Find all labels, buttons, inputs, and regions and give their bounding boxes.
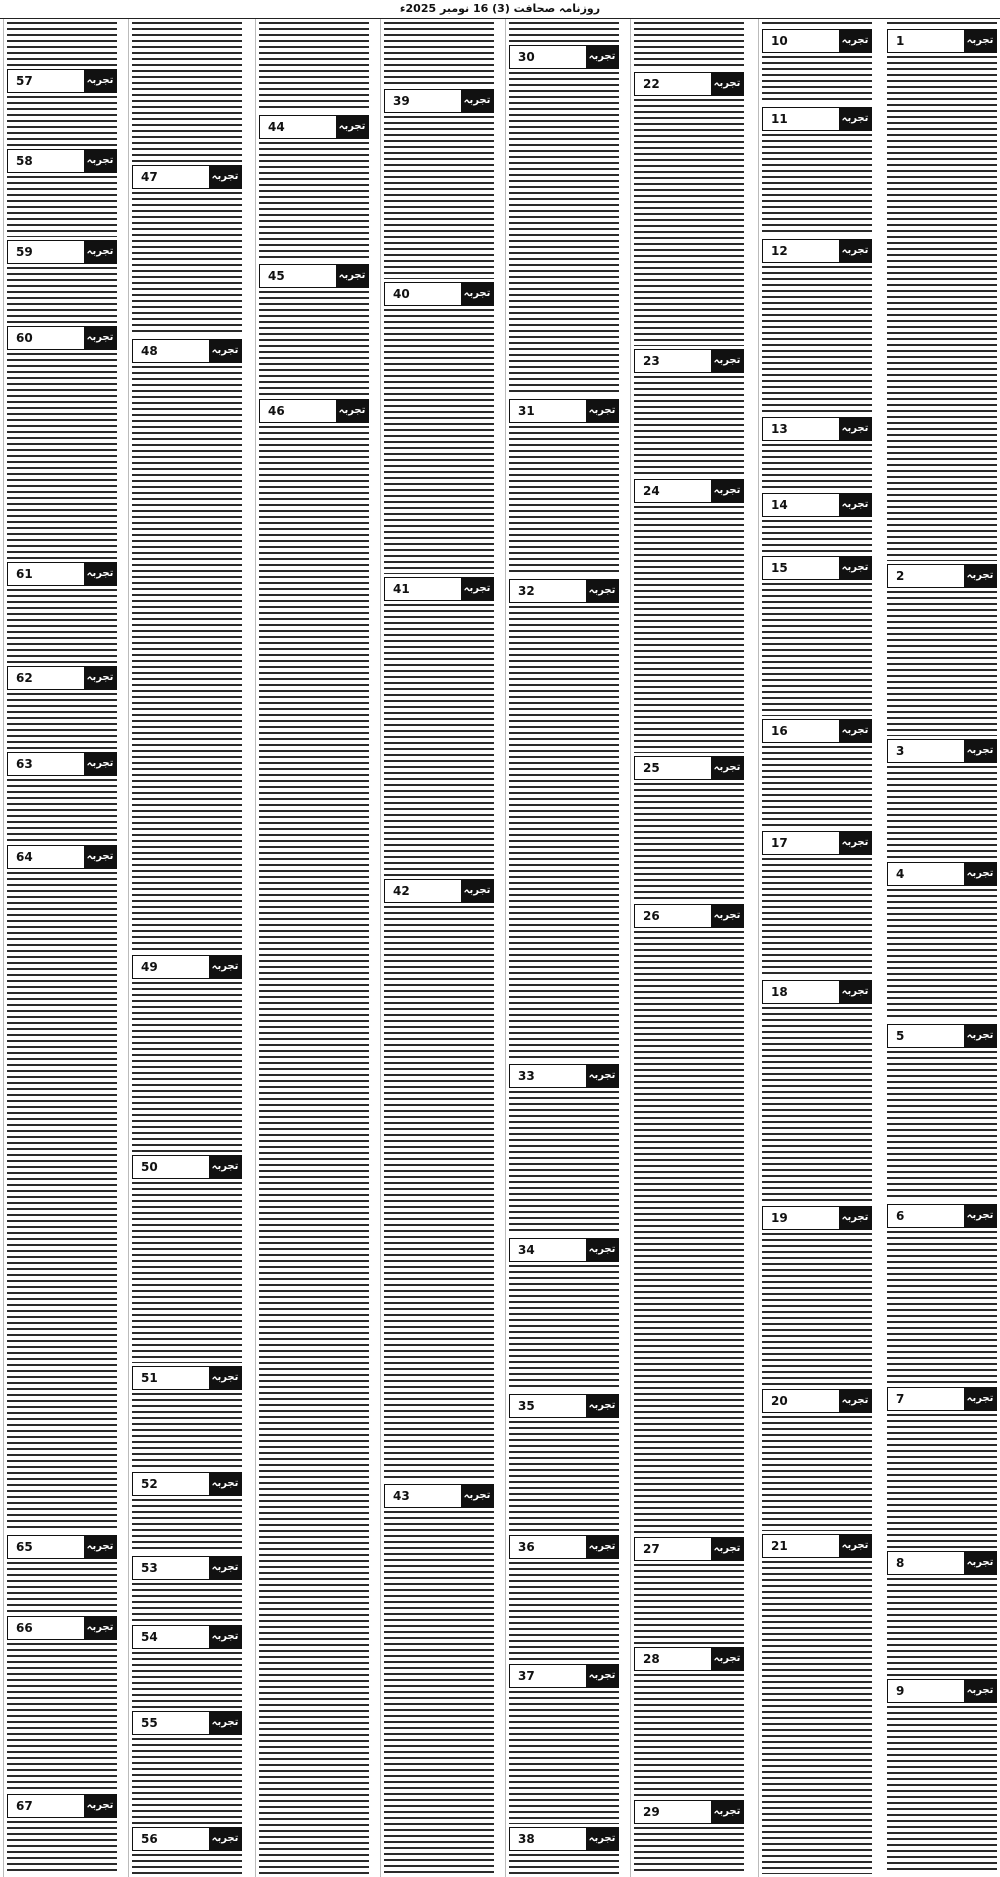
entry-tag-label: تجربہ [586, 1395, 618, 1417]
article-text [509, 1421, 619, 1532]
entry-number: 59 [16, 245, 33, 259]
entry-tag-label: تجربہ [84, 241, 116, 263]
article-text [762, 583, 872, 716]
article-text [762, 858, 872, 977]
entry-number-box [132, 955, 242, 979]
entry-tag-label: تجربہ [711, 73, 743, 95]
entry-tag-label: تجربہ [586, 1665, 618, 1687]
entry-number-box [887, 1024, 997, 1048]
entry-number-box [7, 326, 117, 350]
entry-number: 7 [896, 1392, 905, 1406]
entry-tag-label: تجربہ [711, 350, 743, 372]
entry-number: 26 [643, 909, 660, 923]
article-text [7, 589, 117, 663]
entry-number: 30 [518, 50, 535, 64]
entry-number: 14 [771, 498, 788, 512]
article-text [762, 1007, 872, 1203]
entry-number-box [634, 1647, 744, 1671]
entry-tag-label: تجربہ [586, 46, 618, 68]
entry-number-box [887, 564, 997, 588]
entry-number-box [384, 89, 494, 113]
article-text [762, 134, 872, 236]
entry-number-box [132, 1556, 242, 1580]
entry-tag-label: تجربہ [461, 283, 493, 305]
entry-number-box [7, 149, 117, 173]
entry-number-box [7, 1794, 117, 1818]
article-text [634, 1674, 744, 1797]
entry-number-box [259, 399, 369, 423]
article-text [132, 982, 242, 1152]
entry-tag-label: تجربہ [209, 1828, 241, 1850]
entry-number-box [7, 1616, 117, 1640]
entry-tag-label: تجربہ [209, 166, 241, 188]
article-text [887, 591, 997, 736]
article-text [634, 1827, 744, 1874]
article-text [762, 22, 872, 26]
entry-number-box [634, 479, 744, 503]
entry-number-box [132, 165, 242, 189]
entry-number: 1 [896, 34, 905, 48]
article-text [634, 376, 744, 476]
entry-tag-label: تجربہ [964, 1388, 996, 1410]
entry-number: 23 [643, 354, 660, 368]
article-text [762, 1561, 872, 1874]
article-text [132, 1583, 242, 1622]
entry-tag-label: تجربہ [839, 1207, 871, 1229]
entry-tag-label: تجربہ [711, 480, 743, 502]
article-text [7, 22, 117, 66]
entry-number: 45 [268, 269, 285, 283]
entry-number: 60 [16, 331, 33, 345]
article-text [887, 1051, 997, 1201]
entry-tag-label: تجربہ [964, 1552, 996, 1574]
entry-number-box [762, 417, 872, 441]
entry-number: 33 [518, 1069, 535, 1083]
entry-number-box [132, 1827, 242, 1851]
entry-number-box [762, 1206, 872, 1230]
page-header [0, 0, 1000, 19]
entry-tag-label: تجربہ [461, 1485, 493, 1507]
entry-tag-label: تجربہ [964, 1680, 996, 1702]
entry-number: 24 [643, 484, 660, 498]
entry-number: 50 [141, 1160, 158, 1174]
article-text [259, 291, 369, 396]
article-text [132, 1499, 242, 1553]
article-text [509, 72, 619, 396]
article-text [634, 99, 744, 346]
entry-number-box [634, 72, 744, 96]
column-8 [3, 19, 120, 1877]
entry-tag-label: تجربہ [964, 1025, 996, 1047]
entry-tag-label: تجربہ [711, 1801, 743, 1823]
entry-number: 13 [771, 422, 788, 436]
article-text [634, 931, 744, 1534]
entry-number: 40 [393, 287, 410, 301]
entry-number-box [384, 1484, 494, 1508]
entry-number-box [132, 339, 242, 363]
article-text [384, 22, 494, 86]
entry-number: 5 [896, 1029, 905, 1043]
entry-tag-label: تجربہ [84, 563, 116, 585]
entry-tag-label: تجربہ [84, 753, 116, 775]
entry-number-box [887, 29, 997, 53]
entry-number: 51 [141, 1371, 158, 1385]
entry-number: 61 [16, 567, 33, 581]
entry-number-box [509, 1535, 619, 1559]
entry-tag-label: تجربہ [84, 150, 116, 172]
entry-tag-label: تجربہ [336, 265, 368, 287]
column-3 [630, 19, 747, 1877]
entry-number-box [132, 1472, 242, 1496]
article-text [7, 1821, 117, 1874]
entry-tag-label: تجربہ [84, 1536, 116, 1558]
article-text [7, 96, 117, 146]
entry-number-box [7, 666, 117, 690]
entry-number-box [384, 282, 494, 306]
entry-tag-label: تجربہ [711, 1538, 743, 1560]
article-text [132, 1652, 242, 1708]
entry-number-box [509, 1664, 619, 1688]
entry-number: 42 [393, 884, 410, 898]
article-text [634, 22, 744, 69]
entry-tag-label: تجربہ [461, 578, 493, 600]
masthead-title: روزنامہ صحافت (3) 16 نومبر 2025ء [399, 2, 601, 15]
entry-tag-label: تجربہ [461, 90, 493, 112]
entry-tag-label: تجربہ [586, 580, 618, 602]
entry-number: 43 [393, 1489, 410, 1503]
entry-tag-label: تجربہ [839, 30, 871, 52]
article-text [384, 309, 494, 574]
entry-number: 36 [518, 1540, 535, 1554]
entry-tag-label: تجربہ [461, 880, 493, 902]
entry-tag-label: تجربہ [209, 1367, 241, 1389]
column-5 [380, 19, 497, 1877]
entry-tag-label: تجربہ [209, 1712, 241, 1734]
entry-tag-label: تجربہ [336, 400, 368, 422]
entry-number-box [887, 1551, 997, 1575]
column-6 [255, 19, 372, 1877]
entry-number: 66 [16, 1621, 33, 1635]
column-7 [128, 19, 245, 1877]
entry-number-box [259, 115, 369, 139]
entry-tag-label: تجربہ [209, 956, 241, 978]
entry-number: 49 [141, 960, 158, 974]
article-text [887, 1414, 997, 1548]
article-text [132, 1393, 242, 1469]
entry-number-box [762, 1534, 872, 1558]
article-text [7, 267, 117, 323]
entry-tag-label: تجربہ [209, 1473, 241, 1495]
entry-tag-label: تجربہ [839, 981, 871, 1003]
entry-number: 27 [643, 1542, 660, 1556]
entry-number: 53 [141, 1561, 158, 1575]
entry-tag-label: تجربہ [964, 30, 996, 52]
entry-number-box [509, 1238, 619, 1262]
article-text [509, 1562, 619, 1661]
article-text [132, 1854, 242, 1874]
article-text [7, 1643, 117, 1791]
entry-number: 10 [771, 34, 788, 48]
article-text [259, 142, 369, 261]
entry-tag-label: تجربہ [586, 1828, 618, 1850]
entry-number: 46 [268, 404, 285, 418]
entry-number: 20 [771, 1394, 788, 1408]
entry-number: 47 [141, 170, 158, 184]
entry-number: 38 [518, 1832, 535, 1846]
entry-number-box [384, 879, 494, 903]
entry-tag-label: تجربہ [209, 340, 241, 362]
article-text [384, 1511, 494, 1874]
article-text [509, 22, 619, 42]
entry-tag-label: تجربہ [209, 1557, 241, 1579]
entry-number-box [509, 1394, 619, 1418]
entry-tag-label: تجربہ [964, 863, 996, 885]
article-text [384, 604, 494, 876]
entry-number: 39 [393, 94, 410, 108]
column-2 [758, 19, 875, 1877]
article-text [7, 1562, 117, 1613]
entry-tag-label: تجربہ [586, 1536, 618, 1558]
entry-tag-label: تجربہ [586, 1239, 618, 1261]
entry-tag-label: تجربہ [84, 846, 116, 868]
entry-tag-label: تجربہ [711, 905, 743, 927]
entry-number-box [762, 493, 872, 517]
article-text [7, 353, 117, 559]
entry-number-box [132, 1366, 242, 1390]
article-text [887, 22, 997, 26]
article-text [509, 426, 619, 576]
entry-number-box [7, 562, 117, 586]
entry-number-box [762, 1389, 872, 1413]
entry-tag-label: تجربہ [964, 740, 996, 762]
entry-number: 32 [518, 584, 535, 598]
entry-number-box [259, 264, 369, 288]
entry-number: 37 [518, 1669, 535, 1683]
entry-tag-label: تجربہ [964, 565, 996, 587]
article-text [7, 779, 117, 842]
entry-number-box [132, 1155, 242, 1179]
entry-tag-label: تجربہ [839, 240, 871, 262]
article-text [509, 606, 619, 1061]
article-text [762, 520, 872, 553]
entry-number-box [7, 69, 117, 93]
entry-number: 28 [643, 1652, 660, 1666]
entry-tag-label: تجربہ [586, 1065, 618, 1087]
entry-number: 18 [771, 985, 788, 999]
entry-number: 35 [518, 1399, 535, 1413]
entry-tag-label: تجربہ [586, 400, 618, 422]
entry-number: 44 [268, 120, 285, 134]
article-text [762, 746, 872, 828]
entry-number-box [634, 1537, 744, 1561]
entry-number-box [887, 1387, 997, 1411]
entry-tag-label: تجربہ [711, 1648, 743, 1670]
entry-number: 19 [771, 1211, 788, 1225]
article-text [7, 693, 117, 749]
entry-number-box [384, 577, 494, 601]
entry-tag-label: تجربہ [839, 832, 871, 854]
entry-tag-label: تجربہ [839, 557, 871, 579]
article-text [887, 1578, 997, 1676]
entry-number: 6 [896, 1209, 905, 1223]
entry-number: 17 [771, 836, 788, 850]
entry-number: 34 [518, 1243, 535, 1257]
entry-number: 62 [16, 671, 33, 685]
article-text [634, 506, 744, 753]
article-text [762, 1233, 872, 1386]
entry-number: 9 [896, 1684, 905, 1698]
entry-number: 41 [393, 582, 410, 596]
column-1 [884, 19, 1000, 1877]
entry-number-box [762, 556, 872, 580]
article-text [887, 1706, 997, 1874]
article-text [509, 1854, 619, 1874]
entry-number: 3 [896, 744, 905, 758]
entry-number-box [762, 719, 872, 743]
entry-number: 12 [771, 244, 788, 258]
entry-tag-label: تجربہ [839, 494, 871, 516]
entry-number-box [762, 29, 872, 53]
article-text [762, 266, 872, 414]
article-text [132, 192, 242, 336]
entry-number-box [7, 845, 117, 869]
article-text [509, 1091, 619, 1235]
article-text [887, 766, 997, 859]
entry-tag-label: تجربہ [209, 1626, 241, 1648]
entry-number: 8 [896, 1556, 905, 1570]
article-text [7, 176, 117, 237]
entry-tag-label: تجربہ [839, 418, 871, 440]
article-text [7, 872, 117, 1532]
entry-number: 21 [771, 1539, 788, 1553]
article-text [634, 783, 744, 901]
article-text [132, 22, 242, 162]
article-text [132, 1738, 242, 1824]
entry-tag-label: تجربہ [839, 720, 871, 742]
article-text [762, 56, 872, 104]
entry-number-box [509, 579, 619, 603]
entry-number: 63 [16, 757, 33, 771]
article-text [762, 1416, 872, 1531]
entry-tag-label: تجربہ [839, 108, 871, 130]
entry-number-box [887, 739, 997, 763]
entry-number-box [509, 399, 619, 423]
entry-number-box [887, 862, 997, 886]
entry-number: 55 [141, 1716, 158, 1730]
entry-number-box [634, 349, 744, 373]
article-text [887, 56, 997, 561]
entry-number-box [762, 107, 872, 131]
newspaper-columns [0, 19, 1000, 1877]
entry-tag-label: تجربہ [84, 1795, 116, 1817]
entry-number: 11 [771, 112, 788, 126]
entry-number-box [509, 1827, 619, 1851]
entry-number-box [887, 1679, 997, 1703]
entry-number: 67 [16, 1799, 33, 1813]
article-text [259, 426, 369, 1874]
entry-number: 52 [141, 1477, 158, 1491]
entry-tag-label: تجربہ [84, 1617, 116, 1639]
entry-tag-label: تجربہ [336, 116, 368, 138]
entry-tag-label: تجربہ [84, 70, 116, 92]
entry-number: 48 [141, 344, 158, 358]
entry-tag-label: تجربہ [84, 327, 116, 349]
entry-number-box [509, 45, 619, 69]
entry-number-box [7, 240, 117, 264]
article-text [887, 1231, 997, 1384]
entry-number-box [887, 1204, 997, 1228]
entry-number: 22 [643, 77, 660, 91]
entry-number: 58 [16, 154, 33, 168]
entry-number: 65 [16, 1540, 33, 1554]
entry-number: 64 [16, 850, 33, 864]
entry-number: 2 [896, 569, 905, 583]
entry-number-box [7, 1535, 117, 1559]
entry-number-box [132, 1711, 242, 1735]
article-text [384, 116, 494, 279]
entry-number-box [634, 756, 744, 780]
entry-number: 56 [141, 1832, 158, 1846]
entry-number-box [762, 239, 872, 263]
entry-tag-label: تجربہ [209, 1156, 241, 1178]
article-text [132, 1182, 242, 1363]
entry-tag-label: تجربہ [964, 1205, 996, 1227]
entry-tag-label: تجربہ [711, 757, 743, 779]
entry-number: 31 [518, 404, 535, 418]
entry-number-box [634, 904, 744, 928]
entry-number: 29 [643, 1805, 660, 1819]
entry-tag-label: تجربہ [839, 1535, 871, 1557]
entry-tag-label: تجربہ [839, 1390, 871, 1412]
entry-number: 54 [141, 1630, 158, 1644]
article-text [509, 1265, 619, 1391]
column-4 [505, 19, 622, 1877]
article-text [762, 444, 872, 490]
entry-number-box [762, 831, 872, 855]
entry-number-box [762, 980, 872, 1004]
article-text [634, 1564, 744, 1644]
article-text [384, 906, 494, 1481]
article-text [132, 366, 242, 952]
entry-number: 15 [771, 561, 788, 575]
entry-number-box [7, 752, 117, 776]
article-text [259, 22, 369, 112]
entry-number: 16 [771, 724, 788, 738]
entry-number: 4 [896, 867, 905, 881]
entry-tag-label: تجربہ [84, 667, 116, 689]
article-text [509, 1691, 619, 1824]
entry-number-box [509, 1064, 619, 1088]
article-text [887, 889, 997, 1021]
entry-number: 25 [643, 761, 660, 775]
entry-number: 57 [16, 74, 33, 88]
entry-number-box [634, 1800, 744, 1824]
entry-number-box [132, 1625, 242, 1649]
